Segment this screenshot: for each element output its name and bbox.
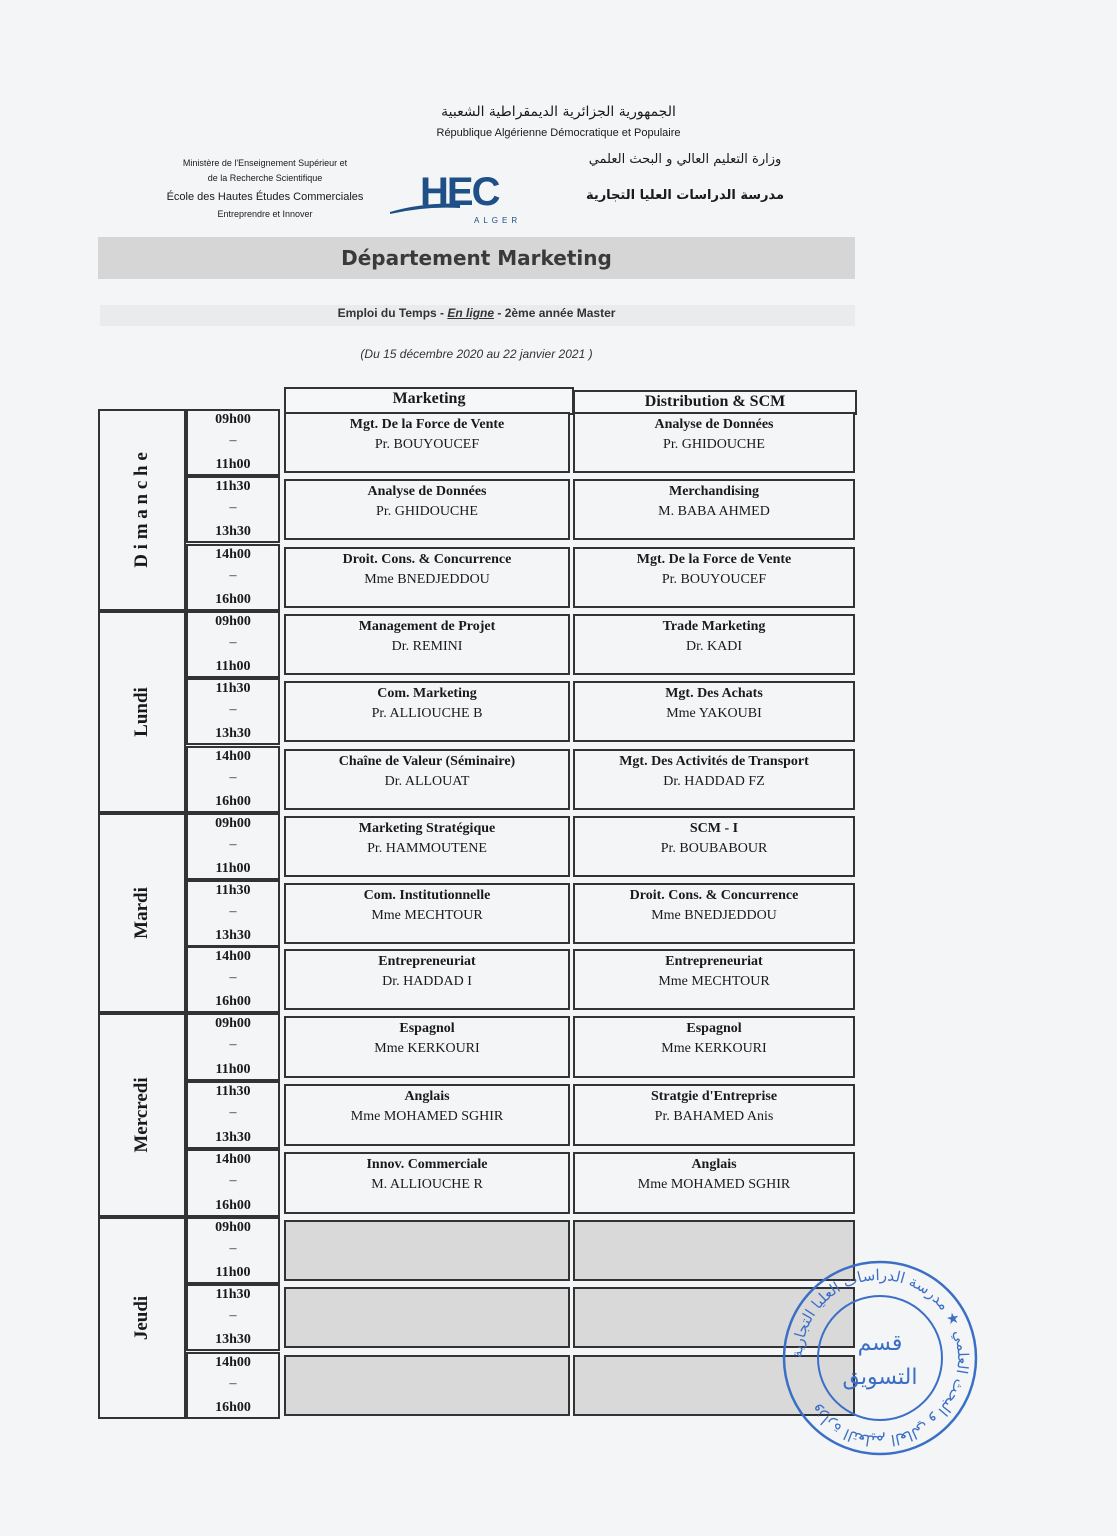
slot-end-time: 13h30: [215, 1130, 251, 1145]
slot-start-time: 09h00: [215, 1220, 251, 1235]
day-column: [98, 409, 186, 611]
slot-start-time: 09h00: [215, 816, 251, 831]
slot-start-time: 14h00: [215, 1152, 251, 1167]
course-name: Analyse de Données: [367, 484, 487, 499]
slot-time-separator: –: [229, 433, 237, 448]
course-cell-marketing: [284, 949, 570, 1010]
course-cell-distribution-scm: [573, 614, 855, 675]
slot-start-time: 11h30: [215, 681, 251, 696]
professor-name: Mme YAKOUBI: [666, 706, 762, 721]
time-slot: [186, 946, 280, 1013]
course-cell-distribution-scm: [573, 1084, 855, 1146]
day-column: [98, 1013, 186, 1217]
course-name: Marketing Stratégique: [358, 821, 496, 836]
stamp-inner-line2: التسويق: [842, 1365, 918, 1390]
slot-end-time: 11h00: [215, 659, 251, 674]
course-cell-marketing: [284, 816, 570, 877]
time-slot: [186, 1149, 280, 1217]
professor-name: Dr. HADDAD FZ: [663, 774, 765, 789]
professor-name: Pr. ALLIOUCHE B: [371, 706, 483, 721]
time-slot: [186, 476, 280, 543]
slot-time-separator: –: [229, 1308, 237, 1323]
timetable-subtitle: [98, 306, 855, 320]
professor-name: Pr. GHIDOUCHE: [663, 437, 765, 452]
course-name: Entrepreneuriat: [665, 954, 763, 969]
professor-name: Pr. BOUYOUCEF: [374, 437, 480, 452]
slot-end-time: 16h00: [215, 794, 251, 809]
course-name: Analyse de Données: [654, 417, 774, 432]
course-cell-distribution-scm: [573, 412, 855, 473]
course-name: Chaîne de Valeur (Séminaire): [338, 754, 516, 769]
course-name: Com. Institutionnelle: [363, 888, 491, 903]
professor-name: Dr. REMINI: [391, 639, 463, 654]
time-slot: [186, 1081, 280, 1149]
slot-end-time: 11h00: [215, 457, 251, 472]
course-cell-marketing: [284, 412, 570, 473]
professor-name: Dr. KADI: [686, 639, 742, 654]
course-cell-distribution-scm: [573, 1152, 855, 1214]
official-stamp: [780, 1258, 980, 1458]
slot-end-time: 16h00: [215, 1198, 251, 1213]
column-header-distribution-scm: Distribution & SCM: [573, 390, 857, 415]
professor-name: Pr. GHIDOUCHE: [376, 504, 478, 519]
course-cell-distribution-scm: [573, 816, 855, 877]
day-column: [98, 813, 186, 1013]
slot-time-separator: –: [229, 1376, 237, 1391]
ministry-arabic: وزارة التعليم العالي و البحث العلمي: [588, 152, 782, 167]
course-name: Droit. Cons. & Concurrence: [342, 552, 512, 567]
slot-start-time: 11h30: [215, 883, 251, 898]
course-cell-marketing: [284, 749, 570, 810]
slot-end-time: 13h30: [215, 928, 251, 943]
time-slot: [186, 1352, 280, 1419]
slot-end-time: 13h30: [215, 1332, 251, 1347]
professor-name: M. BABA AHMED: [658, 504, 770, 519]
slot-time-separator: –: [229, 1173, 237, 1188]
slot-start-time: 14h00: [215, 749, 251, 764]
course-cell-marketing: [284, 1220, 570, 1281]
course-cell-distribution-scm: [573, 949, 855, 1010]
course-name: SCM - I: [689, 821, 739, 836]
day-label: Mardi: [131, 887, 152, 939]
course-cell-marketing: [284, 1287, 570, 1348]
slot-start-time: 11h30: [215, 1084, 251, 1099]
professor-name: Dr. HADDAD I: [382, 974, 472, 989]
logo-subtext: ALGER: [474, 216, 522, 225]
day-column: [98, 611, 186, 813]
time-slot: [186, 544, 280, 611]
day-column: [98, 1217, 186, 1419]
professor-name: Mme MOHAMED SGHIR: [350, 1109, 504, 1124]
professor-name: Mme KERKOURI: [661, 1041, 767, 1056]
course-name: Mgt. De la Force de Vente: [636, 552, 792, 567]
day-label: Lundi: [131, 687, 152, 737]
course-cell-marketing: [284, 614, 570, 675]
professor-name: Mme BNEDJEDDOU: [651, 908, 777, 923]
professor-name: Mme BNEDJEDDOU: [364, 572, 490, 587]
slot-end-time: 11h00: [215, 1265, 251, 1280]
professor-name: M. ALLIOUCHE R: [371, 1177, 483, 1192]
course-cell-marketing: [284, 1152, 570, 1214]
day-label: Mercredi: [131, 1077, 152, 1153]
course-name: Management de Projet: [358, 619, 496, 634]
time-slot: [186, 1284, 280, 1351]
ministry-french-line2: de la Recherche Scientifique: [207, 173, 323, 183]
logo-text: HEC: [420, 170, 499, 214]
stamp-outer-text: وزارة التعليم العالي و البحث العلمي ★ مدرسة الدراسات العليا التجارية: [787, 1265, 973, 1451]
time-slot: [186, 746, 280, 813]
slot-time-separator: –: [229, 970, 237, 985]
slot-end-time: 16h00: [215, 1400, 251, 1415]
slot-time-separator: –: [229, 1037, 237, 1052]
course-name: Espagnol: [686, 1021, 742, 1036]
slot-end-time: 13h30: [215, 726, 251, 741]
hec-logo: [390, 170, 550, 228]
course-name: Mgt. Des Activités de Transport: [619, 754, 809, 769]
subtitle-mode: En ligne: [447, 306, 495, 320]
slot-start-time: 14h00: [215, 949, 251, 964]
slot-start-time: 09h00: [215, 1016, 251, 1031]
subtitle-prefix: Emploi du Temps -: [337, 306, 448, 320]
course-cell-marketing: [284, 479, 570, 540]
slot-time-separator: –: [229, 568, 237, 583]
slot-time-separator: –: [229, 500, 237, 515]
school-motto: Entreprendre et Innover: [217, 209, 313, 219]
slot-end-time: 13h30: [215, 524, 251, 539]
slot-start-time: 11h30: [215, 1287, 251, 1302]
republic-french: République Algérienne Démocratique et Populaire: [436, 127, 681, 139]
professor-name: Mme MECHTOUR: [371, 908, 483, 923]
slot-end-time: 11h00: [215, 861, 251, 876]
course-name: Innov. Commerciale: [366, 1157, 488, 1172]
period-range: (Du 15 décembre 2020 au 22 janvier 2021 ): [360, 347, 593, 361]
course-name: Entrepreneuriat: [378, 954, 476, 969]
course-name: Espagnol: [399, 1021, 455, 1036]
time-slot: [186, 678, 280, 745]
republic-arabic: الجمهورية الجزائرية الديمقراطية الشعبية: [441, 104, 676, 120]
course-cell-marketing: [284, 1016, 570, 1078]
course-name: Stratgie d'Entreprise: [650, 1089, 778, 1104]
professor-name: Mme MECHTOUR: [658, 974, 770, 989]
time-slot: [186, 1013, 280, 1081]
subtitle-suffix: - 2ème année Master: [494, 306, 616, 320]
slot-time-separator: –: [229, 904, 237, 919]
slot-time-separator: –: [229, 1241, 237, 1256]
ministry-french-line1: Ministère de l'Enseignement Supérieur et: [182, 158, 348, 168]
professor-name: Pr. BOUBABOUR: [660, 841, 768, 856]
course-cell-distribution-scm: [573, 883, 855, 944]
course-cell-marketing: [284, 547, 570, 608]
professor-name: Mme MOHAMED SGHIR: [637, 1177, 791, 1192]
slot-start-time: 09h00: [215, 412, 251, 427]
svg-text:وزارة التعليم العالي و البحث ا: [788, 1266, 972, 1450]
slot-start-time: 14h00: [215, 547, 251, 562]
professor-name: Mme KERKOURI: [374, 1041, 480, 1056]
day-label: Jeudi: [131, 1295, 152, 1341]
slot-end-time: 16h00: [215, 592, 251, 607]
course-cell-distribution-scm: [573, 1016, 855, 1078]
day-label: D i m a n c h e: [131, 452, 152, 568]
time-slot: [186, 409, 280, 476]
course-name: Droit. Cons. & Concurrence: [629, 888, 799, 903]
course-cell-marketing: [284, 883, 570, 944]
course-name: Com. Marketing: [377, 686, 477, 701]
slot-time-separator: –: [229, 702, 237, 717]
slot-time-separator: –: [229, 635, 237, 650]
slot-start-time: 11h30: [215, 479, 251, 494]
course-cell-distribution-scm: [573, 749, 855, 810]
slot-time-separator: –: [229, 1105, 237, 1120]
slot-time-separator: –: [229, 770, 237, 785]
course-cell-marketing: [284, 1355, 570, 1416]
course-name: Mgt. Des Achats: [665, 686, 763, 701]
slot-end-time: 16h00: [215, 994, 251, 1009]
course-name: Trade Marketing: [662, 619, 766, 634]
time-slot: [186, 1217, 280, 1284]
course-name: Anglais: [691, 1157, 737, 1172]
time-slot: [186, 611, 280, 678]
slot-end-time: 11h00: [215, 1062, 251, 1077]
course-name: Anglais: [404, 1089, 450, 1104]
department-title: Département Marketing: [341, 246, 612, 270]
course-name: Merchandising: [669, 484, 759, 499]
course-name: Mgt. De la Force de Vente: [349, 417, 505, 432]
course-cell-marketing: [284, 681, 570, 742]
course-cell-distribution-scm: [573, 479, 855, 540]
professor-name: Pr. BAHAMED Anis: [654, 1109, 774, 1124]
school-name-french: École des Hautes Études Commerciales: [166, 191, 364, 203]
slot-start-time: 09h00: [215, 614, 251, 629]
professor-name: Pr. HAMMOUTENE: [367, 841, 487, 856]
course-cell-distribution-scm: [573, 547, 855, 608]
time-slot: [186, 813, 280, 880]
column-header-marketing: Marketing: [284, 387, 574, 415]
ministry-french: [120, 156, 410, 186]
slot-start-time: 14h00: [215, 1355, 251, 1370]
time-slot: [186, 880, 280, 947]
stamp-seal-icon: [780, 1258, 980, 1458]
course-cell-marketing: [284, 1084, 570, 1146]
slot-time-separator: –: [229, 837, 237, 852]
course-cell-distribution-scm: [573, 681, 855, 742]
school-name-arabic: مدرسة الدراسات العليا التجارية: [585, 188, 785, 203]
stamp-inner-line1: قسم: [857, 1331, 903, 1356]
professor-name: Dr. ALLOUAT: [384, 774, 470, 789]
professor-name: Pr. BOUYOUCEF: [661, 572, 767, 587]
